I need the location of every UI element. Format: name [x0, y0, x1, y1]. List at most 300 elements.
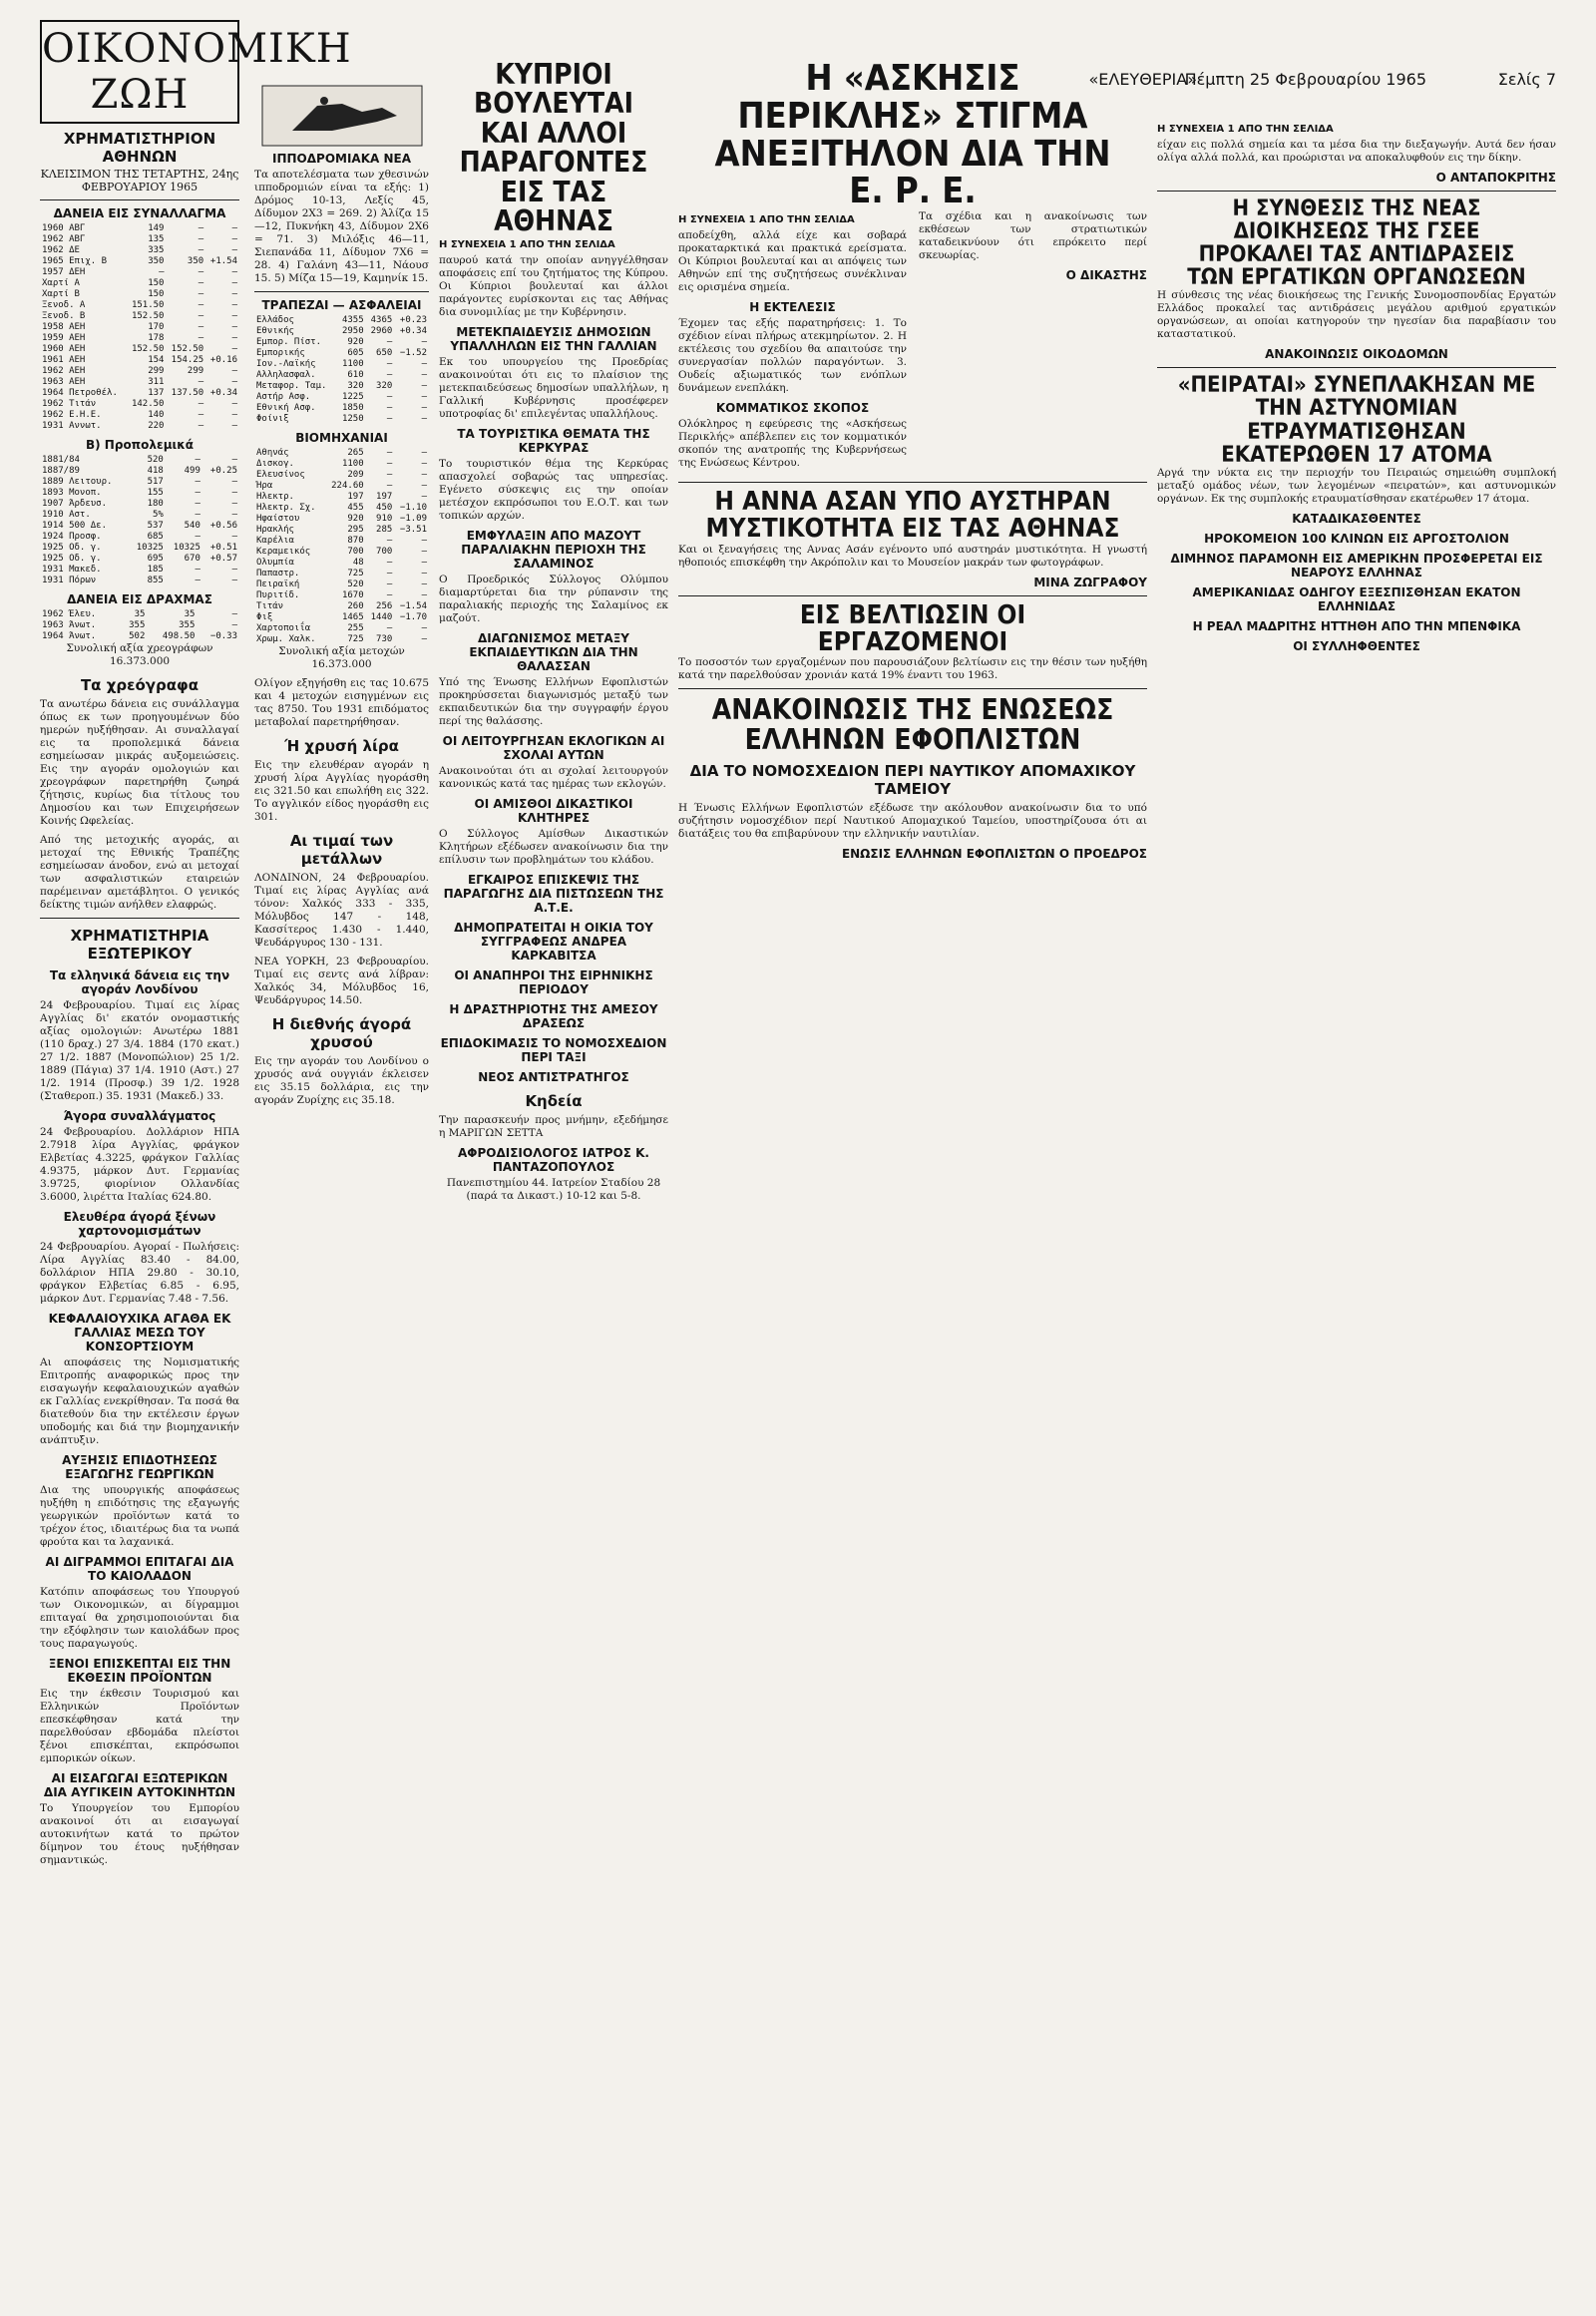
quote-value: —	[231, 322, 237, 332]
article-text: Την παρασκευήν προς μνήμην, εξεδήμησε η ΜΑΡΙΓΩΝ ΣΕΤΤΑ	[439, 1114, 668, 1140]
quote-row	[254, 381, 429, 392]
quote-value: 150	[148, 278, 165, 288]
quote-name: 1963 Άνωτ.	[42, 620, 97, 630]
logo-caption: ΙΠΠΟΔΡΟΜΙΑΚΑ ΝΕΑ	[271, 152, 412, 166]
quote-name: Εθνικής	[256, 326, 294, 336]
quote-value: —	[198, 333, 204, 343]
quote-value: 520	[147, 455, 164, 465]
industries-table	[254, 448, 429, 645]
quote-value: −1.52	[399, 348, 427, 358]
quote-name: 1961 ΑΕΗ	[42, 355, 86, 365]
quote-row	[40, 499, 239, 510]
quote-row	[254, 590, 429, 601]
quote-name: 1959 ΑΕΗ	[42, 333, 86, 343]
quote-value: 1670	[341, 590, 364, 600]
quote-row	[254, 448, 429, 459]
quote-value: —	[198, 377, 204, 387]
quote-row	[40, 521, 239, 532]
prewar-table	[40, 455, 239, 586]
quote-name: Πειραϊκή	[256, 579, 300, 589]
article-subheading: Ελευθέρα άγορά ξένων χαρτονομισμάτων	[63, 1210, 216, 1238]
quote-value: —	[421, 623, 427, 633]
article-text: Τα ανωτέρω δάνεια εις συνάλλαγμα όπως εκ των προηγουμένων δύο ημερών ηυξήθησαν. Αι συναλλαγαί εις τα προπολεμικά δάνεια εσημείωσαν μικράς αυξομειώσεις. Εις την αγοράν ομολογιών και χρεογράφων παρετηρήθη ζωηρά ζήτησις, κυρίως δια τίτλους του Δημοσίου και των Επιχειρήσεων Κοινής Ωφελείας.	[40, 698, 239, 827]
quote-row	[40, 620, 239, 631]
quote-value: —	[231, 333, 237, 343]
quote-value: −3.51	[399, 525, 427, 535]
quote-value: 149	[148, 223, 165, 233]
quote-row	[254, 503, 429, 514]
quote-value: 197	[347, 492, 364, 502]
quote-value: 1440	[370, 612, 393, 622]
article-text: Κατόπιν αποφάσεως του Υπουργού των Οικονομικών, αι δίγραμμοι επιταγαί θα χρησιμοποιούνται δια την εξόφλησιν των καιολάδων προς τους παραγωγούς.	[40, 1586, 239, 1650]
divider	[1157, 367, 1556, 368]
quote-value: —	[386, 481, 393, 491]
quote-value: 48	[352, 558, 364, 568]
quote-value: 700	[347, 547, 364, 557]
article-heading: ΔΙΑΓΩΝΙΣΜΟΣ ΜΕΤΑΞΥ ΕΚΠΑΙΔΕΥΤΙΚΩΝ ΔΙΑ ΤΗΝ ΘΑΛΑΣΣΑΝ	[469, 631, 638, 674]
quote-value: 520	[347, 579, 364, 589]
divider	[40, 199, 239, 200]
quote-row	[40, 510, 239, 521]
quote-row	[254, 536, 429, 547]
quote-row	[40, 223, 239, 234]
continuation-tag: Η ΣΥΝΕΧΕΙΑ 1 ΑΠΟ ΤΗΝ ΣΕΛΙΔΑ	[439, 239, 615, 251]
quote-value: —	[421, 590, 427, 600]
article-text: Ολίγον εξηγήσθη εις τας 10.675 και 4 μετοχών εισηγμένων εις τας 8750. Του 1931 επιδόματος μεταβολαί παρετηρήθησαν.	[254, 677, 429, 728]
column-labour	[1157, 120, 1556, 656]
quote-row	[40, 410, 239, 421]
quote-value: —	[195, 477, 200, 487]
quote-value: 209	[347, 470, 364, 480]
quote-value: —	[421, 492, 427, 502]
quote-name: Τιτάν	[256, 601, 284, 611]
quote-value: —	[421, 558, 427, 568]
headline-shipowners-sub: ΔΙΑ ΤΟ ΝΟΜΟΣΧΕΔΙΟΝ ΠΕΡΙ ΝΑΥΤΙΚΟΥ ΑΠΟΜΑΧΙΚΟΥ ΤΑΜΕΙΟΥ	[689, 762, 1136, 799]
quote-value: +0.34	[209, 388, 237, 398]
quote-value: 1225	[341, 392, 364, 402]
quote-value: 35	[134, 609, 146, 619]
quote-row	[254, 547, 429, 558]
quote-row	[40, 477, 239, 488]
quote-row	[254, 337, 429, 348]
divider	[678, 482, 1147, 483]
quote-name: 1960 ΑΒΓ	[42, 223, 86, 233]
quote-value: —	[386, 569, 393, 579]
quote-value: —	[231, 421, 237, 431]
article-subheading: Η ΕΚΤΕΛΕΣΙΣ	[749, 300, 836, 315]
page-number: Σελίς 7	[1497, 70, 1556, 89]
signature: Ο ΑΝΤΑΠΟΚΡΙΤΗΣ	[1435, 171, 1556, 185]
bond-table	[40, 223, 239, 432]
quote-value: —	[231, 223, 237, 233]
article-text: Εις την έκθεσιν Τουρισμού και Ελληνικών Προϊόντων επεσκέφθησαν κατά την παρελθούσαν εβδομάδα πλείστοι ξένοι επισκέπται, εκπρόσωποι εμπορικών οίκων.	[40, 1688, 239, 1764]
quote-name: 1889 Λειτουρ.	[42, 477, 113, 487]
quote-value: 517	[147, 477, 164, 487]
quote-row	[40, 278, 239, 289]
quote-row	[40, 289, 239, 300]
quote-row	[254, 492, 429, 503]
quote-value: —	[421, 547, 427, 557]
divider	[40, 918, 239, 919]
quote-row	[40, 366, 239, 377]
quote-value: 260	[347, 601, 364, 611]
table-subheading: Β) Προπολεμικά	[86, 438, 194, 452]
quote-name: 1914 500 Δε.	[42, 521, 108, 531]
continuation-tag: Η ΣΥΝΕΧΕΙΑ 1 ΑΠΟ ΤΗΝ ΣΕΛΙΔΑ	[678, 214, 855, 226]
article-text: 24 Φεβρουαρίου. Δολλάριον ΗΠΑ 2.7918 λίρα Αγγλίας, φράγκον Ελβετίας 4.3225, φράγκον Γαλλίας 4.9375, μάρκον Δυτ. Γερμανίας 3.9725, φιορίνιον Ολλανδίας 3.6000, λιρέττα Ιταλίας 624.80.	[40, 1126, 239, 1203]
quote-value: 178	[148, 333, 165, 343]
quote-value: 605	[347, 348, 364, 358]
quote-name: 1964 Πετροθέλ.	[42, 388, 118, 398]
article-text: Η σύνθεσις της νέας διοικήσεως της Γενικής Συνομοσπονδίας Εργατών Ελλάδος προκαλεί τας αντιδράσεις μεγάλου αριθμού εργατικών οργανώσεων, αι οποίαι κατηγορούν την ηγεσίαν δια παραβίασιν του καταστατικού.	[1157, 289, 1556, 341]
quote-value: 920	[347, 514, 364, 524]
quote-value: —	[231, 609, 237, 619]
quote-value: 224.60	[331, 481, 364, 491]
quote-value: 670	[184, 554, 200, 564]
article-text: Το Υπουργείον του Εμπορίου ανακοινοί ότι αι εισαγωγαί αυτοκινήτων κατά το πρώτον δίμηνον του έτους ηυξήθησαν σημαντικώς.	[40, 1802, 239, 1866]
article-subheading: ΚΑΤΑΔΙΚΑΣΘΕΝΤΕΣ	[1292, 511, 1421, 526]
article-heading: ΕΓΚΑΙΡΟΣ ΕΠΙΣΚΕΨΙΣ ΤΗΣ ΠΑΡΑΓΩΓΗΣ ΔΙΑ ΠΙΣΤΩΣΕΩΝ ΤΗΣ Α.Τ.Ε.	[443, 873, 664, 916]
quote-value: 695	[147, 554, 164, 564]
quote-value: 685	[147, 532, 164, 542]
quote-row	[40, 388, 239, 399]
article-heading: Αι τιμαί των μετάλλων	[289, 832, 394, 868]
quote-value: 180	[147, 499, 164, 509]
quote-value: −1.70	[399, 612, 427, 622]
headline-workers: ΕΙΣ ΒΕΛΤΙΩΣΙΝ ΟΙ ΕΡΓΑΖΟΜΕΝΟΙ	[799, 599, 1026, 658]
quote-value: 265	[347, 448, 364, 458]
quote-value: —	[386, 403, 393, 413]
quote-row	[254, 481, 429, 492]
quote-value: —	[231, 576, 237, 585]
quote-name: 1931 Αννωτ.	[42, 421, 102, 431]
quote-value: —	[386, 579, 393, 589]
quote-name: Ήρα	[256, 481, 273, 491]
quote-value: 498.50	[162, 631, 196, 641]
quote-name: Ολυμπία	[256, 558, 294, 568]
article-text: Τα αποτελέσματα των χθεσινών ιπποδρομιών είναι τα εξής: 1) Δρόμος 10-13, Λεξίς 45, Δίδυμον 2Χ3 = 269. 2) Άλίζα 15—12, Πυκνήκη 43, Δίδυμον 2Χ6 = 71. 3) Μιλόξις 46—11, Σιεπανάδα 11, Δίδυμον 7Χ6 = 28. 4) Γαλάνη 43—11, Νάουσ 15. 5) Μίζα 15—19, Καμηνίκ 15.	[254, 169, 429, 284]
quote-value: —	[198, 267, 204, 277]
article-heading: Η ΔΡΑΣΤΗΡΙΟΤΗΣ ΤΗΣ ΑΜΕΣΟΥ ΔΡΑΣΕΩΣ	[449, 1002, 658, 1031]
article-subheading: Τα ελληνικά δάνεια εις την αγοράν Λονδίνου	[49, 968, 230, 996]
quote-row	[254, 359, 429, 370]
quote-name: 1910 Αστ.	[42, 510, 91, 520]
quote-value: 450	[376, 503, 393, 513]
article-text: Η Ένωσις Ελλήνων Εφοπλιστών εξέδωσε την ακόλουθον ανακοίνωσιν δια το υπό συζήτησιν νομοσχέδιον περί Ναυτικού Απομαχικού Ταμείου, υποστηρίζουσα ότι αι διατάξεις του θα επιβαρύνουν την ελληνικήν ναυτιλίαν.	[678, 802, 1147, 841]
quote-value: 185	[147, 565, 164, 575]
quote-name: Ηλεκτρ.	[256, 492, 294, 502]
column-markets	[254, 80, 429, 1113]
quote-name: Εθνική Ασφ.	[256, 403, 316, 413]
drachma-table	[40, 609, 239, 642]
article-text: Τα σχέδια και η ανακοίνωσις των εκθέσεων των στρατιωτικών καταδεικνύουν ότι επρόκειτο περί σκευωρίας.	[919, 210, 1147, 262]
quote-value: —	[198, 421, 204, 431]
article-heading: ΜΕΤΕΚΠΑΙΔΕΥΣΙΣ ΔΗΜΟΣΙΩΝ ΥΠΑΛΛΗΛΩΝ ΕΙΣ ΤΗΝ ΓΑΛΛΙΑΝ	[450, 325, 657, 354]
quote-row	[254, 601, 429, 612]
divider	[678, 595, 1147, 596]
quote-value: —	[195, 576, 200, 585]
quote-value: 499	[184, 466, 200, 476]
quote-value: 151.50	[131, 300, 165, 310]
article-text: ΛΟΝΔΙΝΟΝ, 24 Φεβρουαρίου. Τιμαί εις λίρας Αγγλίας ανά τόνον: Χαλκός 333 - 335, Μόλυβδος 147 - 148, Κασσίτερος 1.430 - 1.440, Ψευδάργυρος 130 - 131.	[254, 872, 429, 949]
quote-value: —	[386, 536, 393, 546]
quote-value: —	[386, 370, 393, 380]
quote-value: +0.34	[399, 326, 427, 336]
quote-value: —	[231, 565, 237, 575]
quote-value: —	[231, 300, 237, 310]
quote-value: —	[386, 590, 393, 600]
quote-name: Μεταφορ. Ταμ.	[256, 381, 327, 391]
article-text: ΝΕΑ ΥΟΡΚΗ, 23 Φεβρουαρίου. Τιμαί εις σεντς ανά λίβραν: Χαλκός 34, Μόλυβδος 16, Ψευδάργυρος 14.50.	[254, 956, 429, 1006]
quote-value: 320	[376, 381, 393, 391]
quote-name: 1962 ΑΕΗ	[42, 366, 86, 376]
article-heading: Ή χρυσή λίρα	[284, 737, 399, 755]
signature: Ο ΔΙΚΑΣΤΗΣ	[1065, 268, 1147, 283]
quote-value: 650	[376, 348, 393, 358]
quote-name: Πυριτίδ.	[256, 590, 300, 600]
quote-value: 155	[147, 488, 164, 498]
quote-value: 2960	[370, 326, 393, 336]
quote-value: 1850	[341, 403, 364, 413]
headline-shipowners: ΑΝΑΚΟΙΝΩΣΙΣ ΤΗΣ ΕΝΩΣΕΩΣ ΕΛΛΗΝΩΝ ΕΦΟΠΛΙΣΤΩΝ	[711, 693, 1114, 756]
quote-value: 2950	[341, 326, 364, 336]
quote-value: —	[421, 459, 427, 469]
advert-heading: ΑΦΡΟΔΙΣΙΟΛΟΓΟΣ ΙΑΤΡΟΣ Κ. ΠΑΝΤΑΖΟΠΟΥΛΟΣ	[458, 1146, 649, 1175]
quote-value: 154	[148, 355, 165, 365]
quote-value: −0.33	[209, 631, 237, 641]
quote-value: 295	[347, 525, 364, 535]
quote-name: 1964 Άνωτ.	[42, 631, 97, 641]
quote-value: 5%	[152, 510, 164, 520]
signature: ΕΝΩΣΙΣ ΕΛΛΗΝΩΝ ΕΦΟΠΛΙΣΤΩΝ Ο ΠΡΟΕΔΡΟΣ	[841, 847, 1147, 862]
quote-value: 256	[376, 601, 393, 611]
quote-value: +0.56	[209, 521, 237, 531]
quote-value: —	[198, 300, 204, 310]
quote-value: —	[198, 410, 204, 420]
quote-value: —	[421, 414, 427, 424]
article-heading: ΝΕΟΣ ΑΝΤΙΣΤΡΑΤΗΓΟΣ	[478, 1070, 629, 1085]
quote-value: 137.50	[171, 388, 204, 398]
quote-value: —	[231, 278, 237, 288]
quote-row	[40, 631, 239, 642]
article-text: 24 Φεβρουαρίου. Τιμαί εις λίρας Αγγλίας δι' εκατόν ονομαστικής αξίας ομολογιών: Ανωτέρω 1881 (110 δραχ.) 27 3/4. 1884 (170 εκατ.) 27 1/2. 1887 (Μονοπώλιον) 25 1/2. 1889 (Πάγια) 37 1/4. 1910 (Αστ.) 27 1/2. 1914 (Προσφ.) 39 1/2. 1928 (Σταθεροπ.) 35. 1931 (Μακεδ.) 33.	[40, 999, 239, 1102]
quote-row	[40, 300, 239, 311]
quote-name: Χαρτί Α	[42, 278, 80, 288]
article-text: Και οι ξεναγήσεις της Αννας Ασάν εγένοντο υπό αυστηράν μυστικότητα. Η γνωστή ηθοποιός επισκέφθη την Ακρόπολιν και το Μουσείον μακράν των φωτογράφων.	[678, 543, 1147, 569]
quote-value: 35	[184, 609, 196, 619]
quote-value: 135	[148, 234, 165, 244]
issue-date: Πέμπτη 25 Φεβρουαρίου 1965	[1184, 70, 1426, 89]
quote-row	[40, 543, 239, 554]
quote-name: Χρωμ. Χαλκ.	[256, 634, 316, 644]
article-text: είχαν εις πολλά σημεία και τα μέσα δια την διεξαγωγήν. Αυτά δεν ήσαν ολίγα αλλά πολλά, και προώρισται να αποκαλυφθούν εις την δίκην.	[1157, 139, 1556, 164]
divider	[678, 688, 1147, 689]
quote-value: 150	[148, 289, 165, 299]
quote-value: —	[198, 399, 204, 409]
quote-name: Ηλεκτρ. Σχ.	[256, 503, 316, 513]
quote-row	[254, 525, 429, 536]
advert-text: Πανεπιστημίου 44. Ιατρείον Σταδίου 28 (παρά τα Δικαστ.) 10-12 και 5-8.	[446, 1177, 661, 1203]
article-heading: ΟΙ ΑΜΙΣΘΟΙ ΔΙΚΑΣΤΙΚΟΙ ΚΛΗΤΗΡΕΣ	[474, 797, 633, 826]
article-text: Από της μετοχικής αγοράς, αι μετοχαί της Εθνικής Τραπέζης εσημείωσαν άνοδον, ενώ αι μετοχαί των ασφαλιστικών εταιρειών παρέμειναν αμετάβλητοι. Ο γενικός δείκτης τιμών ανήλθεν ελαφρώς.	[40, 834, 239, 911]
quote-value: —	[386, 470, 393, 480]
quote-row	[254, 558, 429, 569]
quote-value: —	[386, 392, 393, 402]
quote-name: Φιξ	[256, 612, 273, 622]
quote-row	[40, 466, 239, 477]
article-pericles	[678, 210, 1147, 476]
quote-value: 355	[129, 620, 146, 630]
quote-value: 4365	[370, 315, 393, 325]
newspaper-page	[40, 20, 1556, 2304]
quote-name: Ηρακλής	[256, 525, 294, 535]
quote-value: −1.09	[399, 514, 427, 524]
article-heading: ΧΡΗΜΑΤΙΣΤΗΡΙΑ ΕΞΩΤΕΡΙΚΟΥ	[70, 927, 209, 963]
article-subheading: ΚΟΜΜΑΤΙΚΟΣ ΣΚΟΠΟΣ	[715, 401, 870, 416]
quote-value: 285	[376, 525, 393, 535]
article-heading: Η ΡΕΑΛ ΜΑΔΡΙΤΗΣ ΗΤΤΗΘΗ ΑΠΟ ΤΗΝ ΜΠΕΝΦΙΚΑ	[1192, 618, 1521, 633]
article-text: Ο Προεδρικός Σύλλογος Ολύμπου διαμαρτύρεται δια την ρύπανσιν της παραλιακής περιοχής της Σαλαμίνος εκ μαζούτ.	[439, 574, 668, 625]
article-heading: ΔΗΜΟΠΡΑΤΕΙΤΑΙ Η ΟΙΚΙΑ ΤΟΥ ΣΥΓΓΡΑΦΕΩΣ ΑΝΔΡΕΑ ΚΑΡΚΑΒΙΤΣΑ	[454, 921, 653, 964]
quote-value: —	[421, 403, 427, 413]
quote-name: 1958 ΑΕΗ	[42, 322, 86, 332]
quote-value: +0.25	[209, 466, 237, 476]
quote-value: —	[421, 579, 427, 589]
quote-name: Αθηνάς	[256, 448, 289, 458]
article-heading: ΚΕΦΑΛΑΙΟΥΧΙΚΑ ΑΓΑΘΑ ΕΚ ΓΑΛΛΙΑΣ ΜΕΣΩ ΤΟΥ ΚΟΝΣΟΡΤΣΙΟΥΜ	[48, 1312, 231, 1353]
quote-value: —	[195, 455, 200, 465]
quote-value: +1.54	[209, 256, 237, 266]
quote-value: 455	[347, 503, 364, 513]
article-text: Το τουριστικόν θέμα της Κερκύρας απασχολεί σοβαρώς τας υπηρεσίας. Εγένετο σύσκεψις εις την οποίαν μετέσχον εκπρόσωποι του Ε.Ο.Τ. και των τοπικών αρχών.	[439, 458, 668, 523]
quote-row	[40, 576, 239, 586]
quote-value: —	[195, 565, 200, 575]
quote-row	[254, 569, 429, 579]
quote-value: 725	[347, 634, 364, 644]
quote-name: Ξενοδ. Α	[42, 300, 86, 310]
article-text: Υπό της Ένωσης Ελλήνων Εφοπλιστών προκηρύσσεται διαγωνισμός μεταξύ των εκπαιδευτικών δια την συγγραφήν έργου περί της θαλάσσης.	[439, 676, 668, 728]
quote-value: —	[386, 558, 393, 568]
turnover-line: Συνολική αξία χρεογράφων 16.373.000	[66, 642, 213, 667]
table-heading: ΔΑΝΕΙΑ ΕΙΣ ΣΥΝΑΛΛΑΓΜΑ	[53, 206, 226, 220]
quote-value: 137	[148, 388, 165, 398]
quote-value: —	[231, 366, 237, 376]
quote-row	[254, 612, 429, 623]
quote-value: 350	[187, 256, 204, 266]
quote-row	[40, 399, 239, 410]
quote-value: —	[195, 499, 200, 509]
quote-value: —	[421, 634, 427, 644]
quote-row	[40, 532, 239, 543]
quote-name: Παπαστρ.	[256, 569, 300, 579]
quote-name: Αλληλασφαλ.	[256, 370, 316, 380]
quote-name: Χαρτοποιΐα	[256, 623, 311, 633]
quote-row	[40, 256, 239, 267]
quote-value: 10325	[173, 543, 200, 553]
quote-value: 170	[148, 322, 165, 332]
quote-row	[40, 311, 239, 322]
article-heading: ΑΥΞΗΣΙΣ ΕΠΙΔΟΤΗΣΕΩΣ ΕΞΑΓΩΓΗΣ ΓΕΩΡΓΙΚΩΝ	[62, 1453, 217, 1481]
article-text: Αργά την νύκτα εις την περιοχήν του Πειραιώς σημειώθη συμπλοκή μεταξύ ομάδος νέων, των λεγομένων «πειρατών», και αστυνομικών οργάνων. Εκ της συμπλοκής ετραυματίσθησαν εκατέρωθεν 17 άτομα.	[1157, 466, 1556, 505]
quote-value: 299	[187, 366, 204, 376]
obituary-heading: Κηδεία	[525, 1092, 583, 1111]
quote-value: —	[421, 536, 427, 546]
quote-name: 1962 ΑΒΓ	[42, 234, 86, 244]
quote-value: 350	[148, 256, 165, 266]
quote-value: —	[198, 234, 204, 244]
headline-anna: Η ΑΝΝΑ ΑΣΑΝ ΥΠΟ ΑΥΣΤΗΡΑΝ ΜΥΣΤΙΚΟΤΗΤΑ ΕΙΣ ΤΑΣ ΑΘΗΝΑΣ	[705, 487, 1120, 545]
signature: ΜΙΝΑ ΖΩΓΡΑΦΟΥ	[1033, 575, 1147, 589]
quote-row	[254, 579, 429, 590]
quote-value: —	[421, 481, 427, 491]
article-text: Δια της υπουργικής αποφάσεως ηυξήθη η επιδότησις της εξαγωγής γεωργικών προϊόντων κατά το τρέχον έτος, ιδιαιτέρως δια τα νωπά φρούτα και τα λαχανικά.	[40, 1484, 239, 1548]
quote-row	[40, 554, 239, 565]
quote-value: —	[386, 359, 393, 369]
quote-row	[40, 421, 239, 432]
quote-value: 220	[148, 421, 165, 431]
quote-row	[40, 377, 239, 388]
quote-value: —	[421, 381, 427, 391]
quote-row	[254, 403, 429, 414]
quote-row	[254, 392, 429, 403]
quote-value: —	[231, 477, 237, 487]
quote-value: 920	[347, 337, 364, 347]
quote-value: —	[421, 448, 427, 458]
quote-value: —	[386, 414, 393, 424]
quote-value: 299	[148, 366, 165, 376]
article-text: Ο Σύλλογος Αμίσθων Δικαστικών Κλητήρων εξέδωσεν ανακοίνωσιν δια την επίλυσιν των προβλημάτων του κλάδου.	[439, 828, 668, 867]
turnover-line: Συνολική αξία μετοχών 16.373.000	[278, 645, 405, 670]
quote-name: 1893 Μονοπ.	[42, 488, 102, 498]
continuation-tag: Η ΣΥΝΕΧΕΙΑ 1 ΑΠΟ ΤΗΝ ΣΕΛΙΔΑ	[1157, 124, 1334, 135]
section-subtitle: ΧΡΗΜΑΤΙΣΤΗΡΙΟΝ ΑΘΗΝΩΝ	[63, 130, 216, 166]
article-text: Ανακοινούται ότι αι σχολαί λειτουργούν κανονικώς κατά τας ημέρας των εκλογών.	[439, 765, 668, 791]
article-heading: ΑΙ ΕΙΣΑΓΩΓΑΙ ΕΞΩΤΕΡΙΚΩΝ ΔΙΑ ΑΥΓΙΚΕΙΝ ΑΥΤΟΚΙΝΗΤΩΝ	[43, 1771, 236, 1799]
quote-row	[40, 245, 239, 256]
article-heading: ΑΙ ΔΙΓΡΑΜΜΟΙ ΕΠΙΤΑΓΑΙ ΔΙΑ ΤΟ ΚΑΙΟΛΑΔΟΝ	[45, 1555, 234, 1583]
quote-value: —	[195, 488, 200, 498]
article-heading: ΟΙ ΛΕΙΤΟΥΡΓΗΣΑΝ ΕΚΛΟΓΙΚΩΝ ΑΙ ΣΧΟΛΑΙ ΑΥΤΩΝ	[442, 734, 665, 763]
headline-pericles: Η «ΑΣΚΗΣΙΣ ΠΕΡΙΚΛΗΣ» ΣΤΙΓΜΑ ΑΝΕΞΙΤΗΛΟΝ ΔΙΑ ΤΗΝ Ε. Ρ. Ε.	[714, 58, 1111, 212]
section-subdate: ΚΛΕΙΣΙΜΟΝ ΤΗΣ ΤΕΤΑΡΤΗΣ, 24ης ΦΕΒΡΟΥΑΡΙΟΥ 1965	[40, 168, 239, 193]
quote-name: 1907 Άρδευσ.	[42, 499, 108, 509]
quote-value: 730	[376, 634, 393, 644]
quote-value: —	[231, 234, 237, 244]
section-title: ΟΙΚΟΝΟΜΙΚΗ ΖΩΗ	[42, 26, 352, 118]
quote-value: —	[198, 311, 204, 321]
quote-value: —	[231, 245, 237, 255]
quote-row	[254, 414, 429, 425]
quote-value: 855	[147, 576, 164, 585]
quote-name: Ξενοδ. Β	[42, 311, 86, 321]
quote-row	[254, 459, 429, 470]
quote-name: Φοίνιξ	[256, 414, 289, 424]
quote-value: +0.57	[209, 554, 237, 564]
article-heading: Η διεθνής άγορά χρυσού	[271, 1015, 412, 1051]
quote-name: 1925 Οδ. γ.	[42, 543, 102, 553]
quote-value: 320	[347, 381, 364, 391]
quote-value: —	[231, 499, 237, 509]
quote-value: —	[386, 459, 393, 469]
headline-cyprus: ΚΥΠΡΙΟΙ ΒΟΥΛΕΥΤΑΙ ΚΑΙ ΑΛΛΟΙ ΠΑΡΑΓΟΝΤΕΣ ΕΙΣ ΤΑΣ ΑΘΗΝΑΣ	[459, 58, 648, 237]
quote-row	[40, 609, 239, 620]
divider	[254, 291, 429, 292]
quote-value: —	[198, 289, 204, 299]
quote-value: 10325	[136, 543, 164, 553]
divider	[1157, 191, 1556, 192]
quote-row	[40, 234, 239, 245]
quote-row	[40, 344, 239, 355]
